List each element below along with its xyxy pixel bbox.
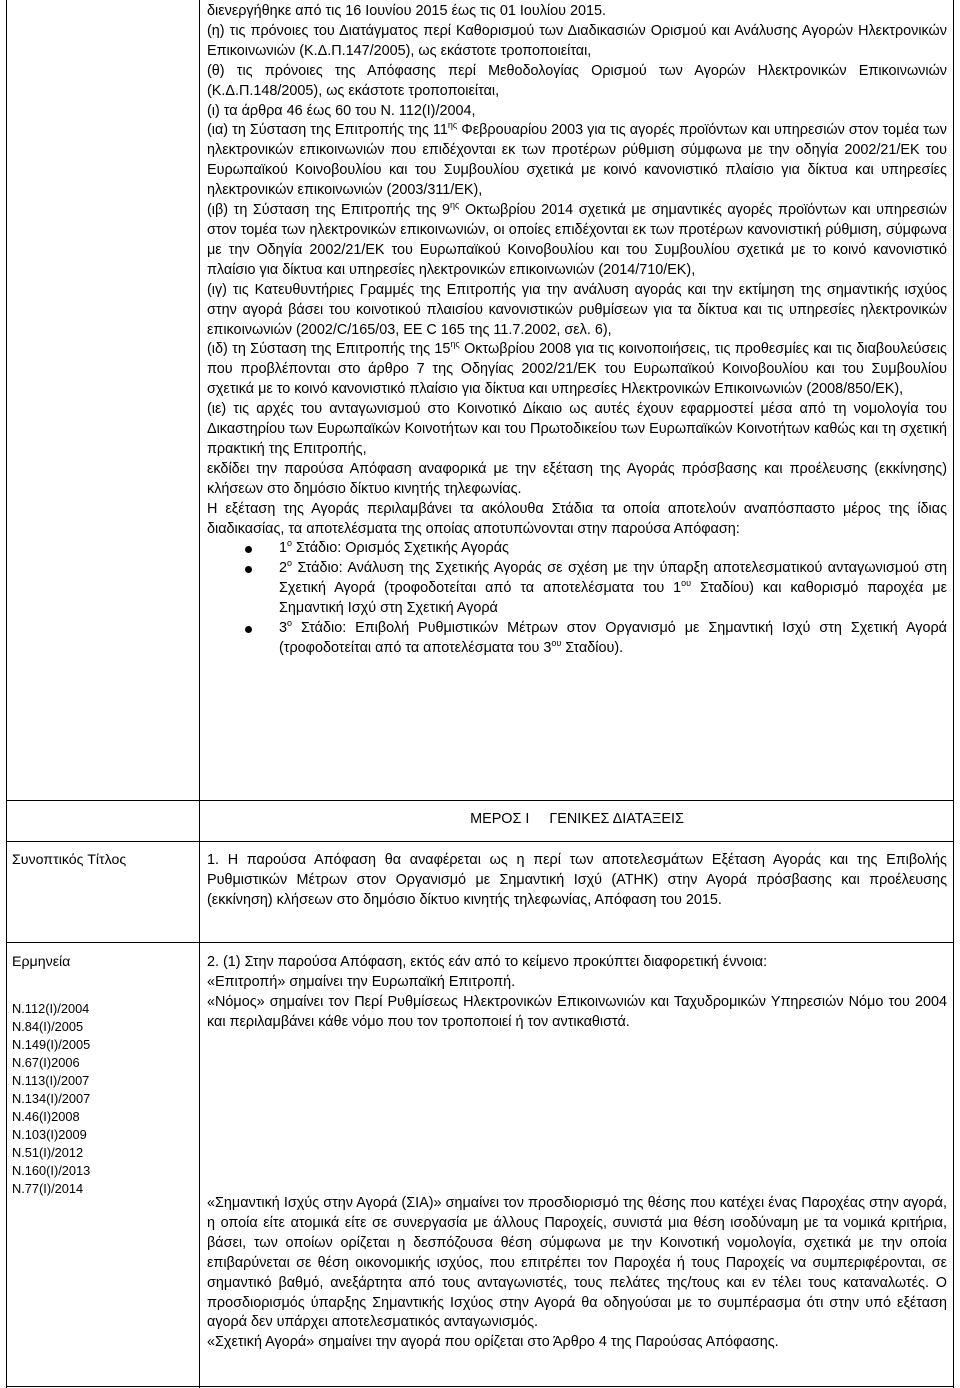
short-title-label: Συνοπτικός Τίτλος [12, 852, 127, 868]
stage-1: $1^o$ Στάδιο: Ορισμός Σχετικής Αγοράς [207, 539, 947, 559]
part-heading: ΜΕΡΟΣ Ι ΓΕΝΙΚΕΣ ΔΙΑΤΑΞΕΙΣ [470, 811, 684, 827]
column-divider [199, 0, 200, 1388]
law-reference: Ν.103(Ι)2009 [12, 1127, 87, 1142]
recital-ia: (ια) τη Σύσταση της Επιτροπής της $11^{\eta\varsigma}$ Φεβρουαρίου 2003 για τις αγορές προϊόντων και υπηρεσιών στον τομέα των ηλεκτρονικών επικοινωνιών που επιδέχονται εκ των προτέρων ρύθμιση σύμφωνα με την οδηγία 2002/21/ΕΚ του Ευρωπαϊκού Κοινοβουλίου και του Συμβουλίου σχετικά με κοινό κανονιστικό πλαίσιο για δίκτυα και υπηρεσίες ηλεκτρονικών επικοινωνιών (2003/311/ΕΚ), [207, 120, 947, 199]
law-reference: Ν.67(Ι)2006 [12, 1055, 80, 1070]
bullet-icon [245, 546, 252, 553]
recital-h: (η) τις πρόνοιες του Διατάγματος περί Καθορισμού των Διαδικασιών Ορισμού και Ανάλυσης Αγορών Ηλεκτρονικών Επικοινωνιών (Κ.Δ.Π.147/2005), ως εκάστοτε τροποποιείται, [207, 22, 947, 59]
law-reference: Ν.77(Ι)/2014 [12, 1181, 84, 1196]
bottom-border [6, 1386, 954, 1387]
interpretation-label: Ερμηνεία [12, 954, 71, 970]
definition-committee: «Επιτροπή» σημαίνει την Ευρωπαϊκή Επιτροπή. [207, 973, 516, 990]
law-reference: Ν.134(Ι)/2007 [12, 1091, 91, 1106]
law-reference: Ν.149(Ι)/2005 [12, 1037, 91, 1052]
row-divider-2 [6, 841, 954, 842]
stages-list [207, 539, 947, 658]
bullet-icon [245, 566, 252, 573]
stage-2: $2^o$ Στάδιο: Ανάλυση της Σχετικής Αγοράς σε σχέση με την ύπαρξη αποτελεσματικού ανταγωνισμού στη Σχετική Αγορά (τροφοδοτείται από τα αποτελέσματα του $1^{o\upsilon}$ Σταδίου) και καθορισμό παροχέα με Σημαντική Ισχύ στη Σχετική Αγορά [207, 559, 947, 619]
row-divider-3 [6, 942, 954, 943]
recital-ie: (ιε) τις αρχές του ανταγωνισμού στο Κοινοτικό Δίκαιο ως αυτές έχουν εφαρμοστεί μέσα από τη νομολογία του Δικαστηρίου των Ευρωπαϊκών Κοινοτήτων και του Πρωτοδικείου των Ευρωπαϊκών Κοινοτήτων καθώς και τη σχετική πρακτική της Επιτροπής, [207, 401, 947, 457]
recital-line-1: διενεργήθηκε από τις 16 Ιουνίου 2015 έως τις 01 Ιουλίου 2015. [207, 3, 607, 19]
recital-theta: (θ) τις πρόνοιες της Απόφασης περί Μεθοδολογίας Ορισμού των Αγορών Ηλεκτρονικών Επικοινωνιών (Κ.Δ.Π.148/2005), ως εκάστοτε τροποποιείται, [207, 62, 947, 99]
recital-ib: (ιβ) τη Σύσταση της Επιτροπής της $9^{\eta\varsigma}$ Οκτωβρίου 2014 σχετικά με σημαντικές αγορές προϊόντων και υπηρεσιών στον τομέα των ηλεκτρονικών επικοινωνιών, οι οποίες επιδέχονται εκ των προτέρων κανονιστική ρύθμιση, σύμφωνα με την Οδηγία 2002/21/ΕΚ του Ευρωπαϊκού Κοινοβουλίου και του Συμβουλίου σχετικά με το κοινό κανονιστικό πλαίσιο για δίκτυα και υπηρεσίες ηλεκτρονικών επικοινωνιών (2014/710/ΕΚ), [207, 200, 947, 278]
bullet-icon [245, 626, 252, 633]
recital-ig: (ιγ) τις Κατευθυντήριες Γραμμές της Επιτροπής για την ανάλυση αγοράς και την εκτίμηση της σημαντικής ισχύος στην αγορά βάσει του κοινοτικού πλαισίου κανονιστικών ρυθμίσεων για τα δίκτυα και τις υπηρεσίες ηλεκτρονικών επικοινωνιών (2002/C/165/03, ΕΕ C 165 της 11.7.2002, σελ. 6), [207, 281, 947, 338]
recital-iota: (ι) τα άρθρα 46 έως 60 του Ν. 112(Ι)/2004, [207, 102, 476, 119]
section-2-intro: 2. (1) Στην παρούσα Απόφαση, εκτός εάν από το κείμενο προκύπτει διαφορετική έννοια: [207, 954, 768, 970]
issues-paragraph: εκδίδει την παρούσα Απόφαση αναφορικά με την εξέταση της Αγοράς πρόσβασης και προέλευσης (εκκίνησης) κλήσεων στο δημόσιο δίκτυο κινητής τηλεφωνίας. [207, 460, 947, 497]
exam-paragraph: Η εξέταση της Αγοράς περιλαμβάνει τα ακόλουθα Στάδια τα οποία αποτελούν αναπόσπαστο μέρος της ίδιας διαδικασίας, τα αποτελέσματα της οποίας αποτυπώνονται στην παρούσα Απόφαση: [207, 500, 947, 537]
law-reference: Ν.51(Ι)/2012 [12, 1145, 84, 1160]
law-reference: Ν.113(Ι)/2007 [12, 1073, 90, 1088]
definition-sia: «Σημαντική Ισχύς στην Αγορά (ΣΙΑ)» σημαίνει τον προσδιορισμό της θέσης που κατέχει ένας Παροχέας στην αγορά, η οποία είτε ατομικά είτε σε συνεργασία με άλλους Παροχείς, συνιστά μια θέση ισοδύναμη με τα νομικά κριτήρια, βάσει, των οποίων ορίζεται η δεσπόζουσα θέση σύμφωνα με την Κοινοτική νομολογία, σχετικά με την οποία επιβαρύνεται σε θέση οικονομικής ισχύος, που επιτρέπει τον Παροχέα ή τους Παροχείς να συμπεριφέρονται, σε σημαντικό βαθμό, ανεξάρτητα από τους ανταγωνιστές, τους πελάτες της/τους και εν τέλει τους καταναλωτές. Ο προσδιορισμός ύπαρξης Σημαντικής Ισχύος στην Αγορά θα οδηγούσαι με το συμπέρασμα ότι στην υπό εξέταση αγορά δεν υπάρχει αποτελεσματικός ανταγωνισμός. [207, 1195, 947, 1331]
section-2-continued [207, 1194, 947, 1353]
section-1 [207, 851, 947, 911]
law-reference: Ν.112(Ι)/2004 [12, 1001, 90, 1016]
law-references [12, 1000, 90, 1198]
recitals-block [207, 2, 947, 659]
row-divider-1 [6, 800, 954, 801]
section-2 [207, 953, 947, 1033]
definition-relevant-market: «Σχετική Αγορά» σημαίνει την αγορά που ορίζεται στο Άρθρο 4 της Παρούσας Απόφασης. [207, 1334, 779, 1351]
section-1-text: 1. Η παρούσα Απόφαση θα αναφέρεται ως η περί των αποτελεσμάτων Εξέταση Αγοράς και της Επιβολής Ρυθμιστικών Μέτρων στον Οργανισμό με Σημαντική Ισχύ (ΑΤΗΚ) στην Αγορά πρόσβασης και προέλευσης (εκκίνηση) κλήσεων στο δημόσιο δίκτυο κινητής τηλεφωνίας, Απόφαση του 2015. [207, 852, 947, 908]
recital-id: (ιδ) τη Σύσταση της Επιτροπής της $15^{\eta\varsigma}$ Οκτωβρίου 2008 για τις κοινοποιήσεις, τις προθεσμίες και τις διαβουλεύσεις που προβλέπονται στο άρθρο 7 της Οδηγίας 2002/21/ΕΚ του Ευρωπαϊκού Κοινοβουλίου και του Συμβουλίου σχετικά με το κοινό κανονιστικό πλαίσιο για δίκτυα και υπηρεσίες Ηλεκτρονικών Επικοινωνιών (2008/850/ΕΚ), [207, 339, 947, 398]
left-border [6, 0, 7, 1388]
law-reference: Ν.84(Ι)/2005 [12, 1019, 84, 1034]
right-border [953, 0, 954, 1388]
stage-3: $3^o$ Στάδιο: Επιβολή Ρυθμιστικών Μέτρων στον Οργανισμό με Σημαντική Ισχύ στη Σχετική Αγορά (τροφοδοτείται από τα αποτελέσματα του $3^{o\upsilon}$ Σταδίου). [207, 619, 947, 659]
law-reference: Ν.160(Ι)/2013 [12, 1163, 91, 1178]
law-reference: Ν.46(Ι)2008 [12, 1109, 80, 1124]
definition-law: «Νόμος» σημαίνει τον Περί Ρυθμίσεως Ηλεκτρονικών Επικοινωνιών και Ταχυδρομικών Υπηρεσιών Νόμο του 2004 και περιλαμβάνει κάθε νόμο που τον τροποποιεί ή τον αντικαθιστά. [207, 993, 947, 1030]
